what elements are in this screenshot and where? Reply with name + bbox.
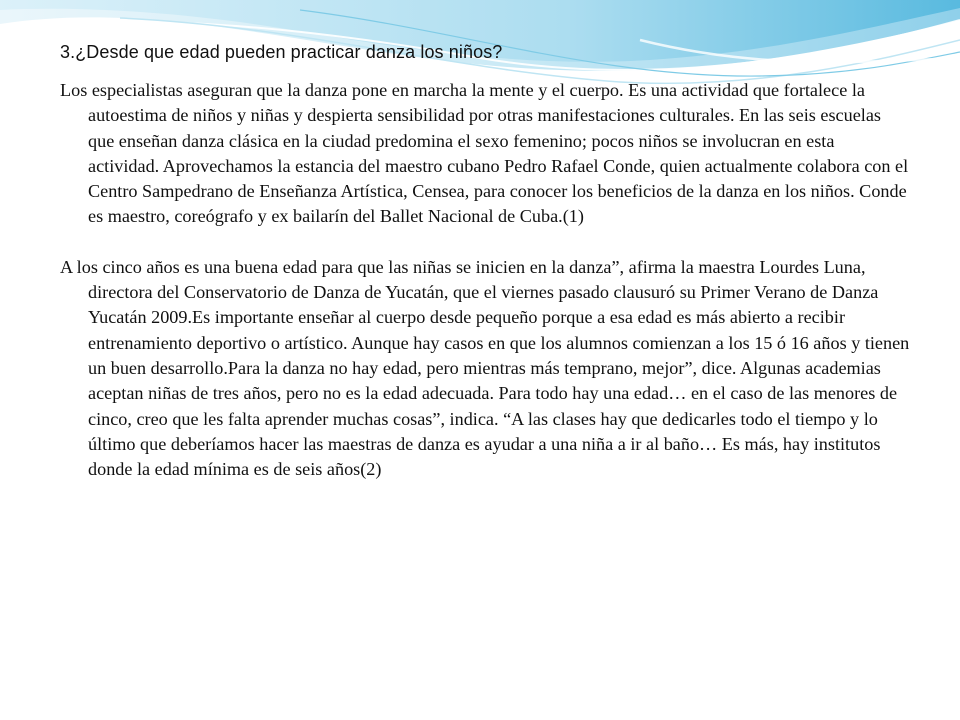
slide-body: [60, 78, 910, 482]
slide-title: 3.¿Desde que edad pueden practicar danza los niños?: [60, 42, 503, 62]
body-paragraph: Los especialistas aseguran que la danza pone en marcha la mente y el cuerpo. Es una actividad que fortalece la autoestima de niños y niñas y despierta sensibilidad por otras manifestaciones culturales. En las seis escuelas que enseñan danza clásica en la ciudad predomina el sexo femenino; pocos niños se involucran en esta actividad. Aprovechamos la estancia del maestro cubano Pedro Rafael Conde, quien actualmente colabora con el Centro Sampedrano de Enseñanza Artística, Censea, para conocer los beneficios de la danza en los niños. Conde es maestro, coreógrafo y ex bailarín del Ballet Nacional de Cuba.(1): [60, 80, 909, 227]
body-paragraph: A los cinco años es una buena edad para que las niñas se inicien en la danza”, afirma la maestra Lourdes Luna, directora del Conservatorio de Danza de Yucatán, que el viernes pasado clausuró su Primer Verano de Danza Yucatán 2009.Es importante enseñar al cuerpo desde pequeño porque a esa edad es más abierto a recibir entrenamiento deportivo o artístico. Aunque hay casos en que los alumnos comienzan a los 15 ó 16 años y tienen un buen desarrollo.Para la danza no hay edad, pero mientras más temprano, mejor”, dice. Algunas academias aceptan niñas de tres años, pero no es la edad adecuada. Para todo hay una edad… en el caso de las menores de cinco, creo que les falta aprender muchas cosas”, indica. “A las clases hay que dedicarles todo el tiempo y lo último que deberíamos hacer las maestras de danza es ayudar a una niña a ir al baño… Es más, hay institutos donde la edad mínima es de seis años(2): [60, 256, 910, 480]
